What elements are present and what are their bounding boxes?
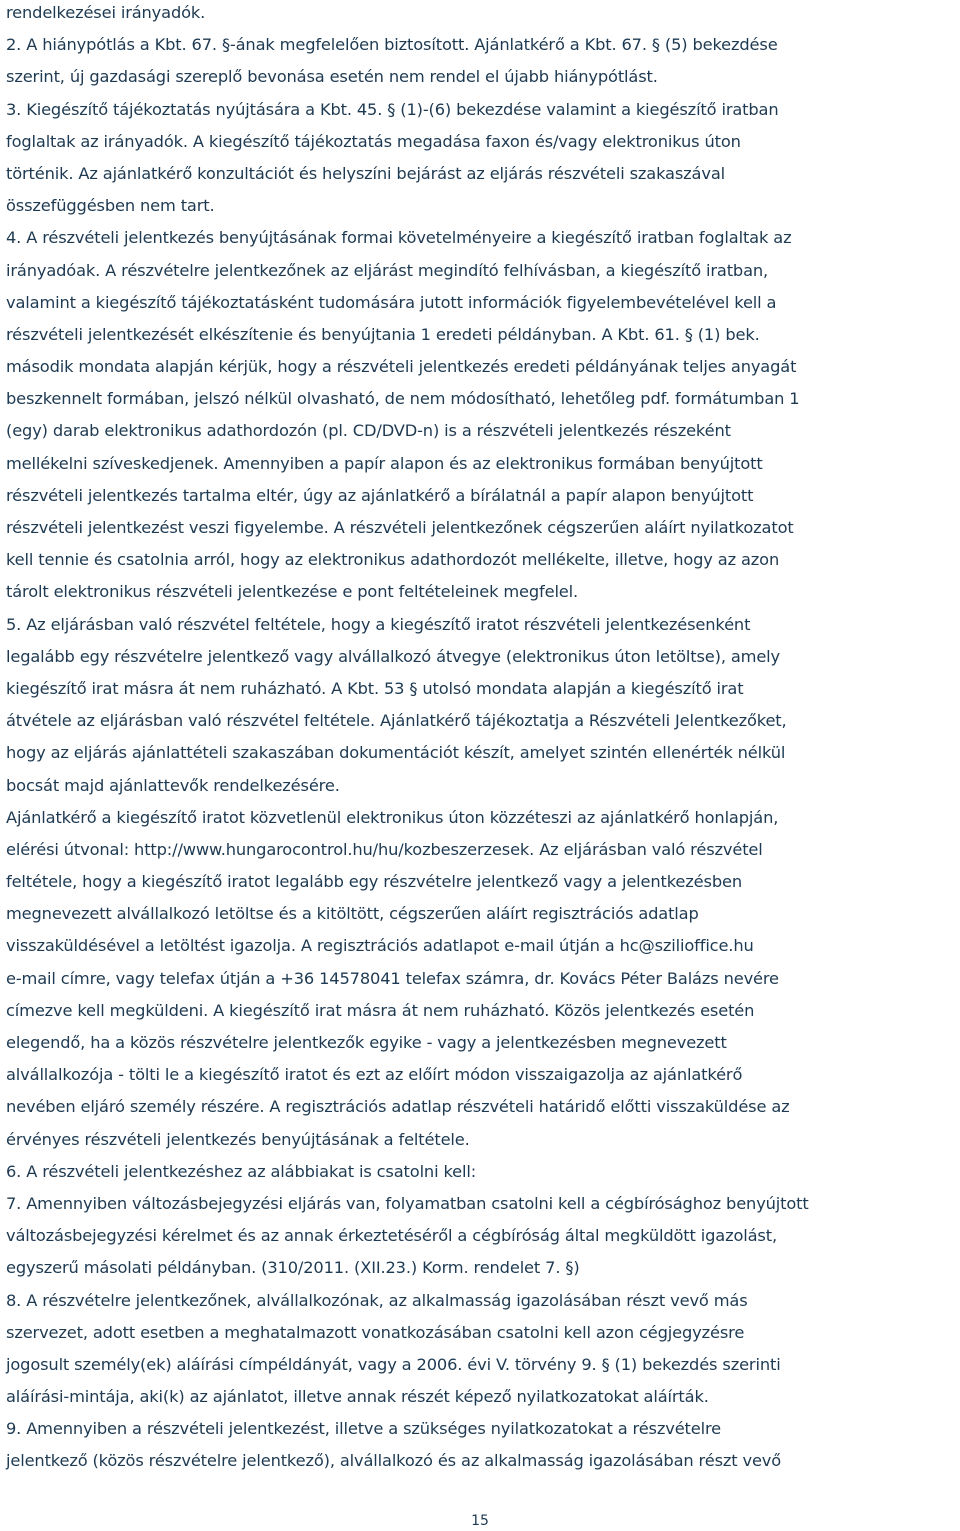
- text-line: érvényes részvételi jelentkezés benyújtásának a feltétele.: [6, 1129, 470, 1149]
- text-line: visszaküldésével a letöltést igazolja. A regisztrációs adatlapot e-mail útján a hc@szilioffice.hu: [6, 936, 754, 956]
- text-line: egyszerű másolati példányban. (310/2011. (XII.23.) Korm. rendelet 7. §): [6, 1258, 580, 1278]
- text-line: változásbejegyzési kérelmet és az annak érkeztetéséről a cégbíróság által megküldött igazolást,: [6, 1226, 777, 1246]
- text-line: kiegészítő irat másra át nem ruházható. A Kbt. 53 § utolsó mondata alapján a kiegészítő irat: [6, 678, 744, 698]
- text-line: hogy az eljárás ajánlattételi szakaszában dokumentációt készít, amelyet szintén ellenérték nélkül: [6, 743, 786, 763]
- text-line: 4. A részvételi jelentkezés benyújtásának formai követelményeire a kiegészítő iratban foglaltak az: [6, 228, 792, 248]
- text-line: nevében eljáró személy részére. A regisztrációs adatlap részvételi határidő előtti visszaküldése az: [6, 1097, 790, 1117]
- text-line: kell tennie és csatolnia arról, hogy az elektronikus adathordozót mellékelte, illetve, hogy az azon: [6, 550, 780, 570]
- text-line: e-mail címre, vagy telefax útján a +36 14578041 telefax számra, dr. Kovács Péter Balázs nevére: [6, 968, 779, 988]
- text-line: 9. Amennyiben a részvételi jelentkezést, illetve a szükséges nyilatkozatokat a részvételre: [6, 1419, 722, 1439]
- text-line: 3. Kiegészítő tájékoztatás nyújtására a Kbt. 45. § (1)-(6) bekezdése valamint a kiegészítő iratban: [6, 99, 779, 119]
- text-line: részvételi jelentkezését elkészítenie és benyújtania 1 eredeti példányban. A Kbt. 61. § (1) bek.: [6, 324, 760, 344]
- text-line: aláírási-mintája, aki(k) az ajánlatot, illetve annak részét képező nyilatkozatokat aláírták.: [6, 1387, 709, 1407]
- text-line: szerint, új gazdasági szereplő bevonása esetén nem rendel el újabb hiánypótlást.: [6, 67, 658, 87]
- text-line: 5. Az eljárásban való részvétel feltétele, hogy a kiegészítő iratot részvételi jelentkezésenként: [6, 614, 751, 634]
- text-line: jelentkező (közös részvételre jelentkező), alvállalkozó és az alkalmasság igazolásában részt vevő: [6, 1451, 782, 1471]
- text-line: mellékelni szíveskedjenek. Amennyiben a papír alapon és az elektronikus formában benyújtott: [6, 453, 763, 473]
- text-line: 2. A hiánypótlás a Kbt. 67. §-ának megfelelően biztosított. Ajánlatkérő a Kbt. 67. § (5) bekezdése: [6, 35, 778, 55]
- text-line: részvételi jelentkezést veszi figyelembe. A részvételi jelentkezőnek cégszerűen aláírt nyilatkozatot: [6, 518, 794, 537]
- text-line: 7. Amennyiben változásbejegyzési eljárás van, folyamatban csatolni kell a cégbírósághoz benyújtott: [6, 1193, 809, 1213]
- text-line: elérési útvonal: http://www.hungarocontrol.hu/hu/kozbeszerzesek. Az eljárásban való részvétel: [6, 839, 763, 859]
- text-line: valamint a kiegészítő tájékoztatásként tudomására jutott információk figyelembevételével kell a: [6, 292, 777, 312]
- text-line: elegendő, ha a közös részvételre jelentkezők egyike - vagy a jelentkezésben megnevezett: [6, 1033, 727, 1052]
- text-line: bocsát majd ajánlattevők rendelkezésére.: [6, 775, 340, 795]
- text-line: irányadóak. A részvételre jelentkezőnek az eljárást megindító felhívásban, a kiegészítő iratban,: [6, 260, 769, 280]
- text-line: feltétele, hogy a kiegészítő iratot legalább egy részvételre jelentkező vagy a jelentkezésben: [6, 872, 742, 892]
- text-line: foglaltak az irányadók. A kiegészítő tájékoztatás megadása faxon és/vagy elektronikus úton: [6, 131, 741, 151]
- page-number: 15: [471, 1513, 489, 1529]
- text-line: átvétele az eljárásban való részvétel feltétele. Ajánlatkérő tájékoztatja a Részvételi Jelentkezőket,: [6, 711, 787, 731]
- text-line: jogosult személy(ek) aláírási címpéldányát, vagy a 2006. évi V. törvény 9. § (1) bekezdés szerinti: [6, 1354, 781, 1374]
- text-line: Ajánlatkérő a kiegészítő iratot közvetlenül elektronikus úton közzéteszi az ajánlatkérő honlapján,: [6, 807, 779, 827]
- text-line: részvételi jelentkezés tartalma eltér, úgy az ajánlatkérő a bírálatnál a papír alapon benyújtott: [6, 485, 754, 505]
- text-line: címezve kell megküldeni. A kiegészítő irat másra át nem ruházható. Közös jelentkezés esetén: [6, 1000, 755, 1020]
- text-line: tárolt elektronikus részvételi jelentkezése e pont feltételeinek megfelel.: [6, 582, 579, 602]
- text-line: beszkennelt formában, jelszó nélkül olvasható, de nem módosítható, lehetőleg pdf. formátumban 1: [6, 389, 800, 409]
- text-line: megnevezett alvállalkozó letöltse és a kitöltött, cégszerűen aláírt regisztrációs adatlap: [6, 904, 699, 924]
- text-line: rendelkezései irányadók.: [6, 3, 206, 22]
- text-line: legalább egy részvételre jelentkező vagy alvállalkozó átvegye (elektronikus úton letöltse), amely: [6, 646, 781, 666]
- text-line: második mondata alapján kérjük, hogy a részvételi jelentkezés eredeti példányának teljes anyagát: [6, 357, 797, 377]
- text-line: alvállalkozója - tölti le a kiegészítő iratot és ezt az előírt módon visszaigazolja az ajánlatkérő: [6, 1065, 743, 1085]
- text-line: szervezet, adott esetben a meghatalmazott vonatkozásában csatolni kell azon cégjegyzésre: [6, 1322, 745, 1342]
- text-line: (egy) darab elektronikus adathordozón (pl. CD/DVD-n) is a részvételi jelentkezés részeként: [6, 421, 731, 441]
- text-line: 8. A részvételre jelentkezőnek, alvállalkozónak, az alkalmasság igazolásában részt vevő más: [6, 1290, 748, 1310]
- text-line: összefüggésben nem tart.: [6, 196, 215, 216]
- text-line: 6. A részvételi jelentkezéshez az alábbiakat is csatolni kell:: [6, 1161, 477, 1181]
- text-line: történik. Az ajánlatkérő konzultációt és helyszíni bejárást az eljárás részvételi szakaszával: [6, 163, 725, 183]
- document-body: [6, 0, 956, 1478]
